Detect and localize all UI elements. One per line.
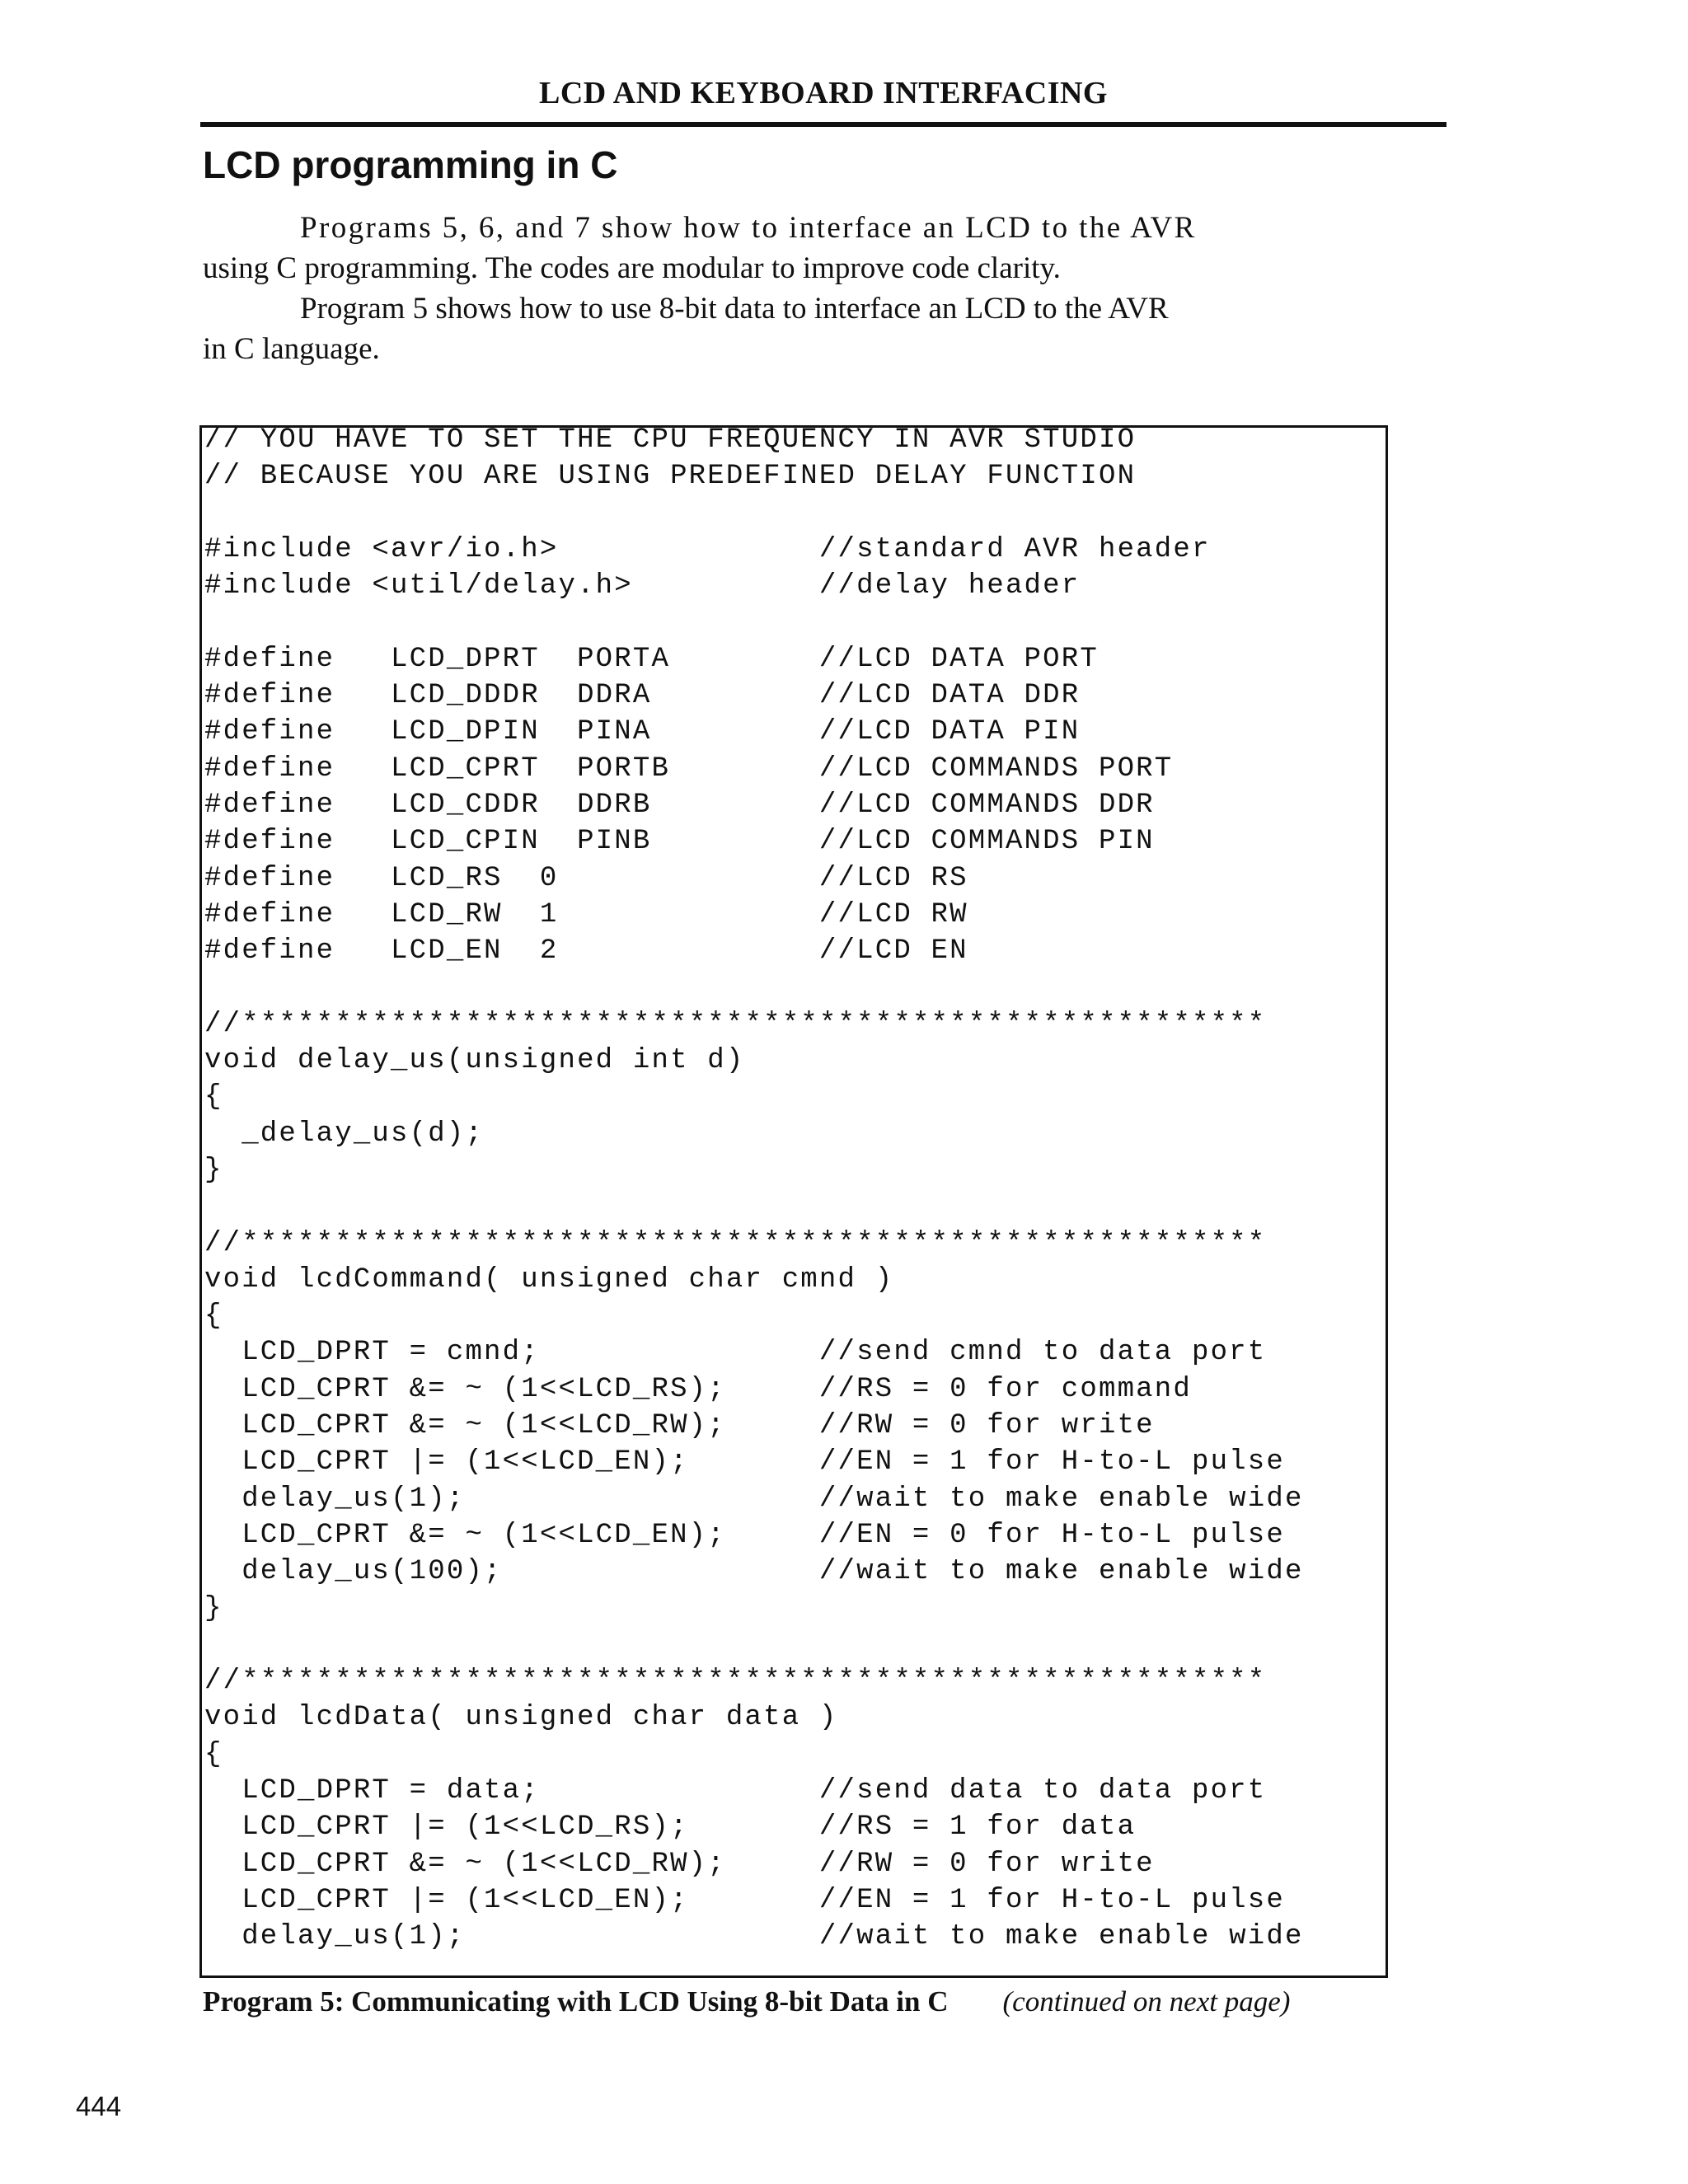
program-caption — [203, 1983, 1390, 2021]
code-line: #define LCD_DDDR DDRA //LCD DATA DDR — [204, 680, 1081, 712]
code-line: //******************************************************* — [204, 1008, 1267, 1040]
code-line — [204, 1627, 1304, 1663]
intro-paragraph-1 — [203, 208, 1324, 288]
running-head: LCD AND KEYBOARD INTERFACING — [539, 76, 1108, 110]
code-line: LCD_CPRT |= (1<<LCD_RS); //RS = 1 for data — [204, 1811, 1137, 1844]
code-line: #include <util/delay.h> //delay header — [204, 570, 1081, 602]
intro-text — [203, 208, 1324, 369]
code-line: //******************************************************* — [204, 1666, 1267, 1698]
code-line: #define LCD_DPRT PORTA //LCD DATA PORT — [204, 643, 1099, 675]
code-line: delay_us(100); //wait to make enable wide — [204, 1556, 1304, 1588]
code-line: } — [204, 1154, 223, 1186]
intro-p1-line-2: using C programming. The codes are modular to improve code clarity. — [203, 251, 1061, 285]
code-line: LCD_CPRT |= (1<<LCD_EN); //EN = 1 for H-to-L pulse — [204, 1446, 1285, 1479]
code-listing — [204, 422, 1304, 1955]
code-line: #define LCD_CPRT PORTB //LCD COMMANDS PORT — [204, 752, 1174, 785]
code-line: #include <avr/io.h> //standard AVR header — [204, 533, 1211, 565]
code-line: delay_us(1); //wait to make enable wide — [204, 1921, 1304, 1953]
page-number: 444 — [76, 2091, 122, 2121]
intro-paragraph-2 — [203, 288, 1324, 369]
code-line: #define LCD_RW 1 //LCD RW — [204, 898, 968, 930]
code-line: void lcdCommand( unsigned char cmnd ) — [204, 1263, 894, 1296]
code-line — [204, 969, 1304, 1005]
code-line: { — [204, 1301, 223, 1333]
intro-p2-line-1: Program 5 shows how to use 8-bit data to interface an LCD to the AVR — [300, 292, 1169, 326]
code-line: LCD_CPRT &= ~ (1<<LCD_EN); //EN = 0 for H-to-L pulse — [204, 1519, 1285, 1551]
code-line: LCD_CPRT &= ~ (1<<LCD_RW); //RW = 0 for write — [204, 1410, 1155, 1442]
code-line — [204, 1188, 1304, 1225]
code-line: LCD_CPRT |= (1<<LCD_EN); //EN = 1 for H-to-L pulse — [204, 1884, 1285, 1916]
continued-note: (continued on next page) — [1002, 1985, 1291, 2018]
code-line: #define LCD_CPIN PINB //LCD COMMANDS PIN — [204, 826, 1155, 858]
code-line: #define LCD_CDDR DDRB //LCD COMMANDS DDR — [204, 789, 1155, 821]
code-line: #define LCD_DPIN PINA //LCD DATA PIN — [204, 716, 1081, 748]
code-line: // BECAUSE YOU ARE USING PREDEFINED DELAY FUNCTION — [204, 461, 1137, 493]
code-line: delay_us(1); //wait to make enable wide — [204, 1483, 1304, 1515]
section-title: LCD programming in C — [203, 143, 618, 186]
header-rule — [200, 122, 1447, 127]
code-line: { — [204, 1738, 223, 1770]
code-line: //******************************************************* — [204, 1227, 1267, 1259]
code-line: // YOU HAVE TO SET THE CPU FREQUENCY IN AVR STUDIO — [204, 424, 1137, 456]
code-line: #define LCD_EN 2 //LCD EN — [204, 935, 968, 968]
code-line: LCD_CPRT &= ~ (1<<LCD_RS); //RS = 0 for command — [204, 1373, 1192, 1405]
intro-p1-line-1: Programs 5, 6, and 7 show how to interface an LCD to the AVR — [300, 211, 1197, 245]
code-line: { — [204, 1081, 223, 1113]
program-caption-title: Program 5: Communicating with LCD Using 8-bit Data in C — [203, 1985, 949, 2018]
code-line — [204, 604, 1304, 640]
code-line: LCD_CPRT &= ~ (1<<LCD_RW); //RW = 0 for write — [204, 1848, 1155, 1880]
code-line: LCD_DPRT = cmnd; //send cmnd to data port — [204, 1337, 1267, 1369]
code-line: void lcdData( unsigned char data ) — [204, 1702, 838, 1734]
code-line: LCD_DPRT = data; //send data to data port — [204, 1774, 1267, 1807]
intro-p2-line-2: in C language. — [203, 332, 380, 366]
code-line — [204, 495, 1304, 532]
code-line: #define LCD_RS 0 //LCD RS — [204, 862, 968, 894]
code-line: _delay_us(d); — [204, 1118, 485, 1150]
code-line: } — [204, 1592, 223, 1624]
code-line: void delay_us(unsigned int d) — [204, 1045, 745, 1077]
